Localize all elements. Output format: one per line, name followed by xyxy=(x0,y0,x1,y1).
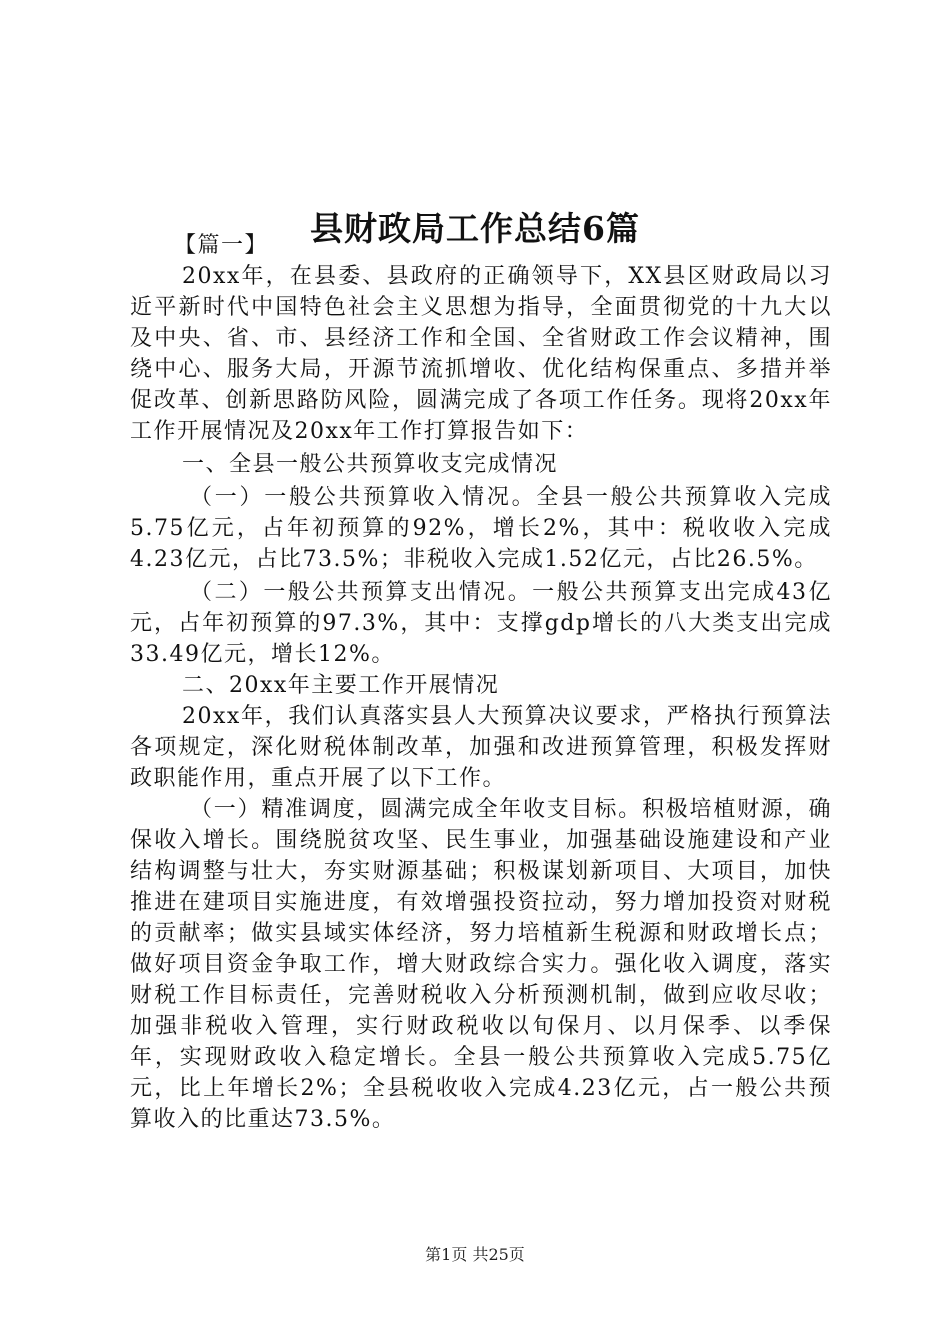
heading-budget-completion: 一、全县一般公共预算收支完成情况 xyxy=(182,452,559,477)
paragraph-revenue: （一）一般公共预算收入情况。全县一般公共预算收入完成5.75亿元，占年初预算的92%，增长2%，其中：税收收入完成4.23亿元，占比73.5%；非税收入完成1.52亿元，占比26.5%。 xyxy=(130,485,832,572)
page-indicator: 第1页 共25页 xyxy=(425,1245,525,1264)
paragraph-precise-scheduling: （一）精准调度，圆满完成全年收支目标。积极培植财源，确保收入增长。围绕脱贫攻坚、民生事业，加强基础设施建设和产业结构调整与壮大，夯实财源基础；积极谋划新项目、大项目，加快推进在建项目实施进度，有效增强投资拉动，努力增加投资对财税的贡献率；做实县域实体经济，努力培植新生税源和财政增长点；做好项目资金争取工作，增大财政综合实力。强化收入调度，落实财税工作目标责任，完善财税收入分析预测机制，做到应收尽收；加强非税收入管理，实行财政税收以旬保月、以月保季、以季保年，实现财政收入稳定增长。全县一般公共预算收入完成5.75亿元，比上年增长2%；全县税收收入完成4.23亿元，占一般公共预算收入的比重达73.5%。 xyxy=(130,797,832,1132)
intro-paragraph: 20xx年，在县委、县政府的正确领导下，XX县区财政局以习近平新时代中国特色社会主义思想为指导，全面贯彻党的十九大以及中央、省、市、县经济工作和全国、全省财政工作会议精神，围绕中心、服务大局，开源节流抓增收、优化结构保重点、多措并举促改革、创新思路防风险，圆满完成了各项工作任务。现将20xx年工作开展情况及20xx年工作打算报告如下： xyxy=(130,264,832,444)
section-label-part-one: 【篇一】 xyxy=(174,233,269,258)
document-body xyxy=(130,230,832,1135)
heading-main-work: 二、20xx年主要工作开展情况 xyxy=(182,673,500,698)
paragraph-expenditure: （二）一般公共预算支出情况。一般公共预算支出完成43亿元，占年初预算的97.3%，其中：支撑gdp增长的八大类支出完成33.49亿元，增长12%。 xyxy=(130,580,832,667)
document-title: 县财政局工作总结6篇 xyxy=(310,209,640,249)
paragraph-main-work-intro: 20xx年，我们认真落实县人大预算决议要求，严格执行预算法各项规定，深化财税体制改革，加强和改进预算管理，积极发挥财政职能作用，重点开展了以下工作。 xyxy=(130,704,832,791)
